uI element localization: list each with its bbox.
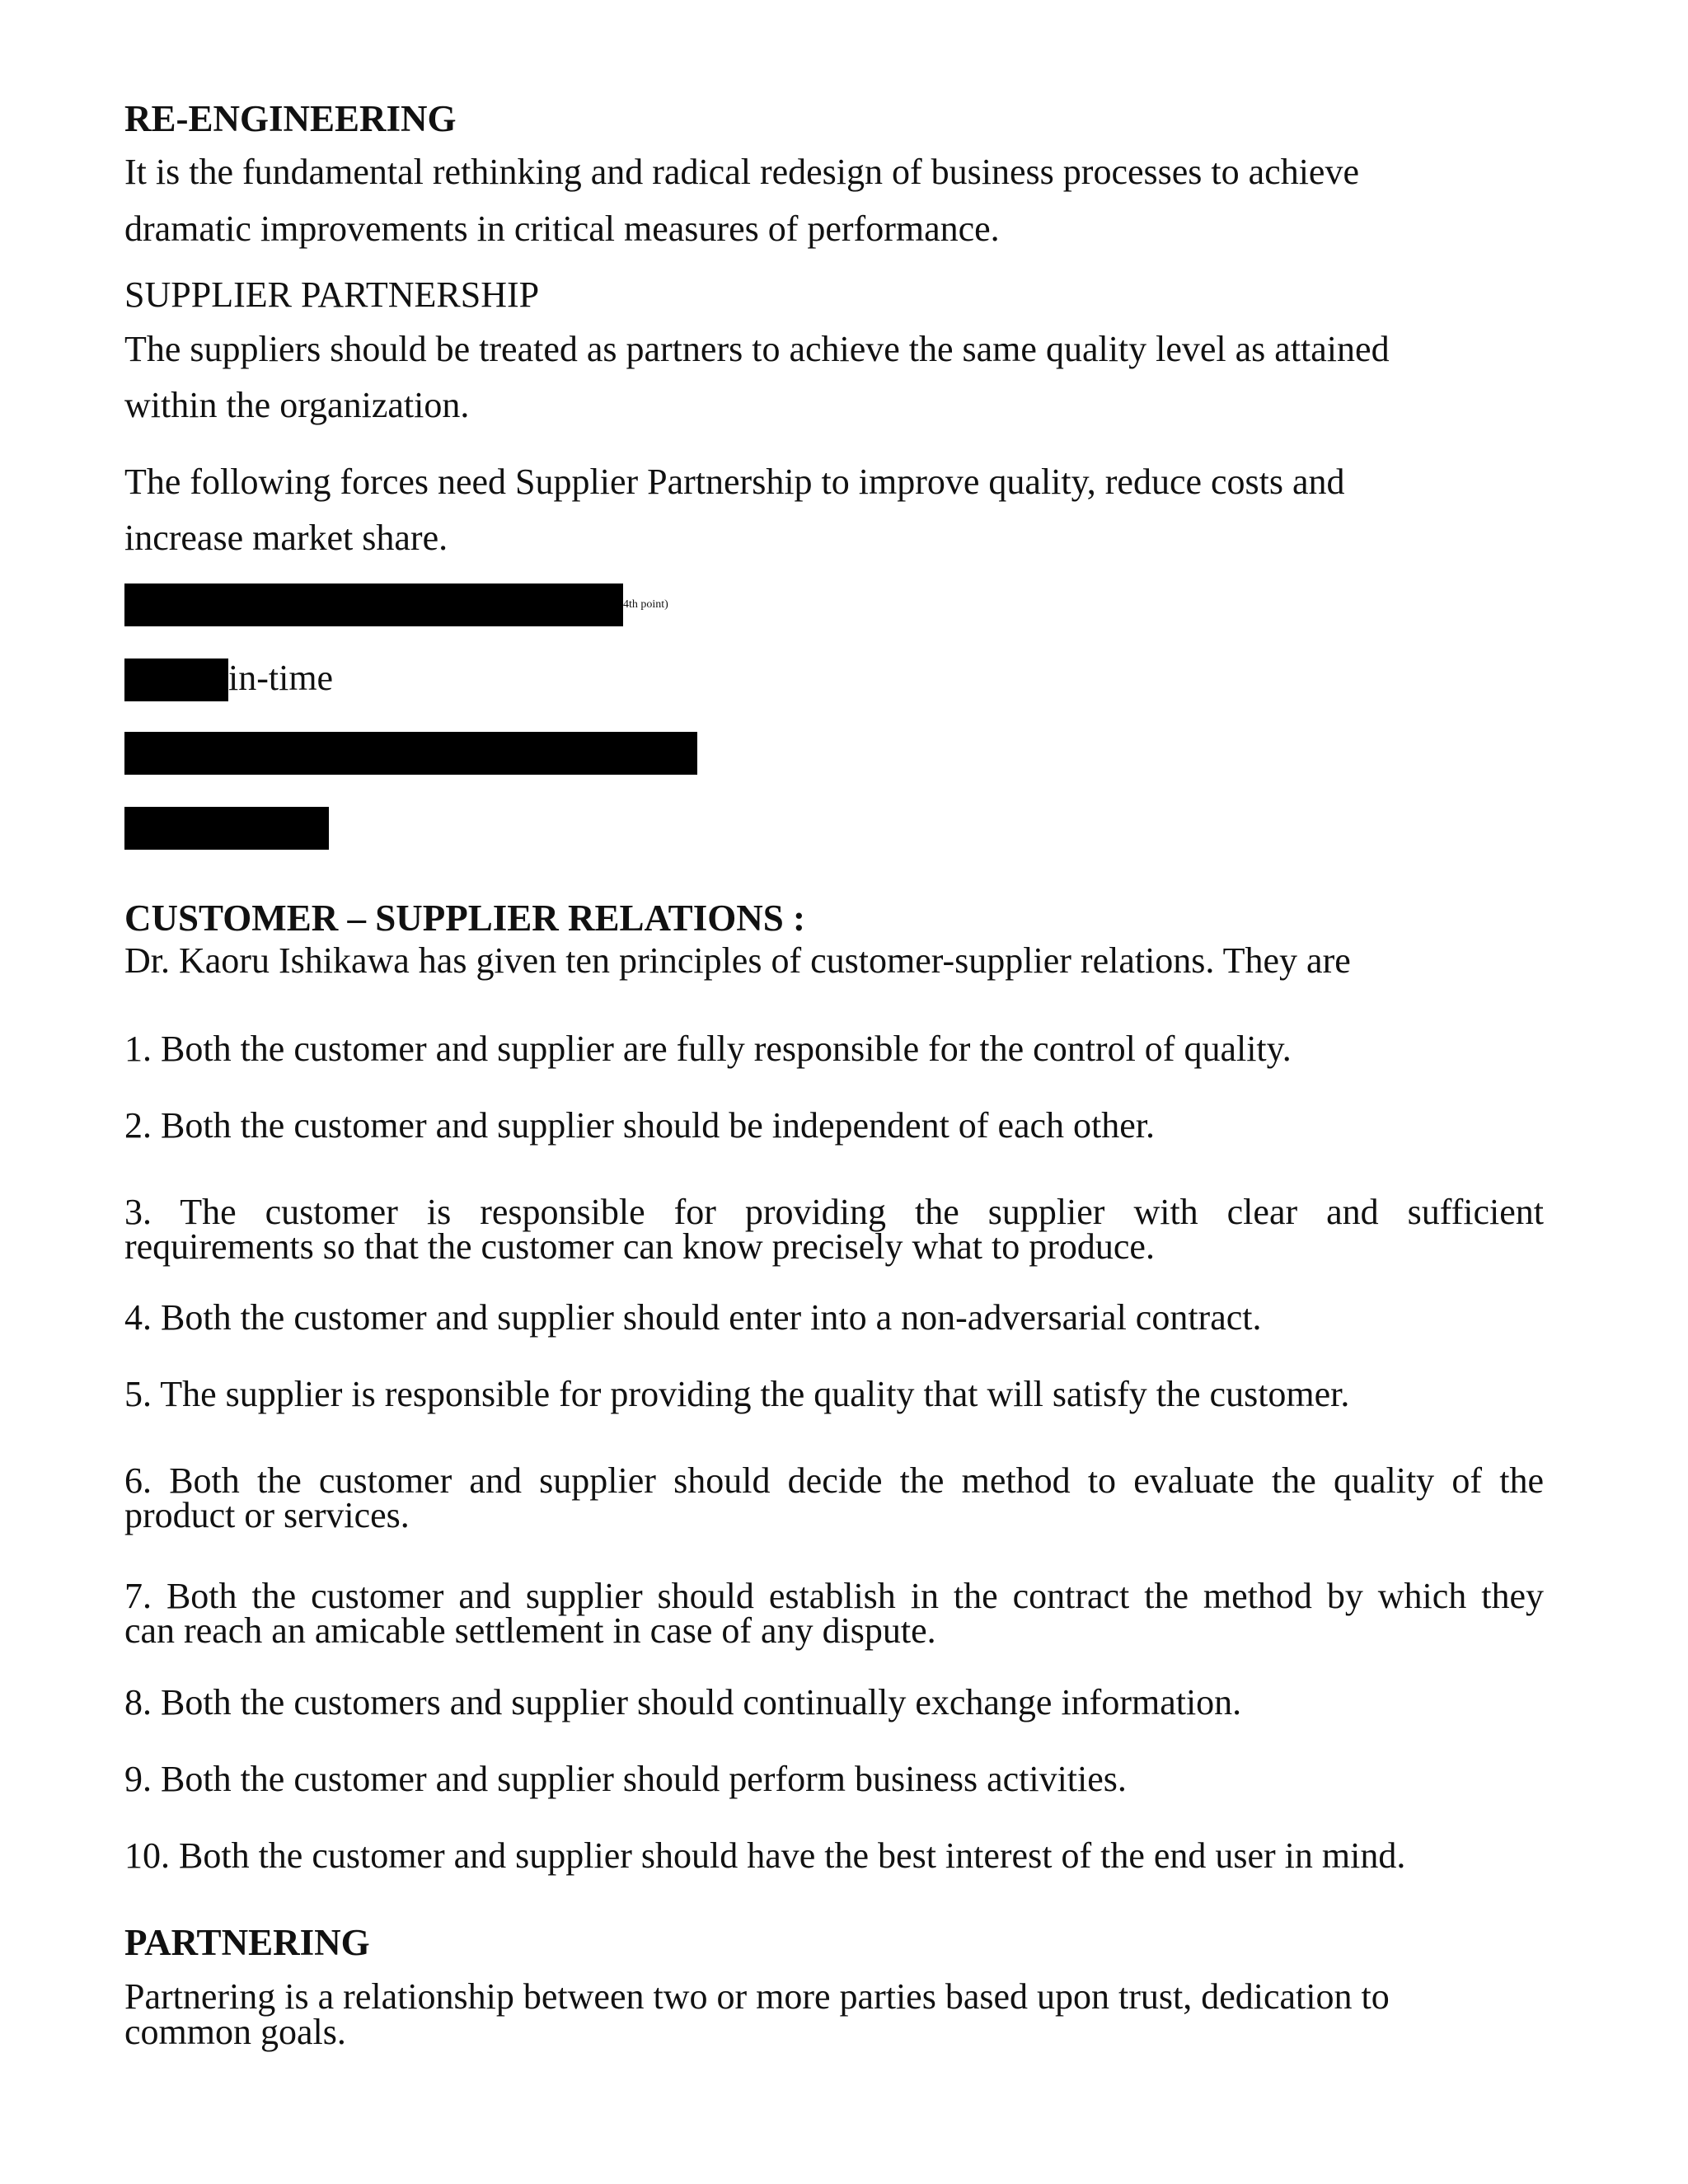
principle-item: 9. Both the customer and supplier should perform business activities. xyxy=(124,1759,1127,1799)
principle-item: 6. Both the customer and supplier should decide the method to evaluate the quality of the xyxy=(124,1460,1544,1501)
paragraph-line: Partnering is a relationship between two or more parties based upon trust, dedication to xyxy=(124,1976,1390,2017)
paragraph-line: It is the fundamental rethinking and radical redesign of business processes to achieve xyxy=(124,152,1359,192)
principle-item-continuation: requirements so that the customer can know precisely what to produce. xyxy=(124,1226,1155,1267)
redaction-bar xyxy=(124,658,228,701)
principle-item: 7. Both the customer and supplier should establish in the contract the method by which they xyxy=(124,1576,1544,1616)
paragraph-line: Dr. Kaoru Ishikawa has given ten principles of customer-supplier relations. They are xyxy=(124,940,1351,981)
paragraph-line: within the organization. xyxy=(124,385,470,425)
principle-item: 5. The supplier is responsible for providing the quality that will satisfy the customer. xyxy=(124,1374,1350,1414)
section-heading-customer-supplier: CUSTOMER – SUPPLIER RELATIONS : xyxy=(124,898,805,939)
section-heading-reengineering: RE-ENGINEERING xyxy=(124,98,457,139)
principle-item: 4. Both the customer and supplier should enter into a non-adversarial contract. xyxy=(124,1297,1262,1338)
principle-item: 8. Both the customers and supplier should continually exchange information. xyxy=(124,1682,1242,1722)
redaction-bar xyxy=(124,732,697,775)
principle-item-continuation: product or services. xyxy=(124,1495,410,1535)
paragraph-line: The suppliers should be treated as partners to achieve the same quality level as attained xyxy=(124,329,1390,369)
principle-item-continuation: can reach an amicable settlement in case of any dispute. xyxy=(124,1610,936,1651)
redacted-item-fragment: 4th point) xyxy=(623,598,668,611)
paragraph-line: The following forces need Supplier Partnership to improve quality, reduce costs and xyxy=(124,462,1345,502)
paragraph-line: dramatic improvements in critical measures of performance. xyxy=(124,209,1000,249)
paragraph-line: common goals. xyxy=(124,2012,346,2052)
redaction-bar xyxy=(124,807,329,850)
redacted-item-fragment: in-time xyxy=(228,658,334,698)
principle-item: 1. Both the customer and supplier are fully responsible for the control of quality. xyxy=(124,1029,1292,1069)
paragraph-line: increase market share. xyxy=(124,518,448,558)
redaction-bar xyxy=(124,583,623,626)
principle-item: 2. Both the customer and supplier should be independent of each other. xyxy=(124,1105,1156,1146)
principle-item: 10. Both the customer and supplier should have the best interest of the end user in mind. xyxy=(124,1835,1406,1876)
section-heading-partnering: PARTNERING xyxy=(124,1922,370,1963)
principle-item: 3. The customer is responsible for providing the supplier with clear and sufficient xyxy=(124,1192,1544,1232)
section-heading-supplier-partnership: SUPPLIER PARTNERSHIP xyxy=(124,274,540,315)
